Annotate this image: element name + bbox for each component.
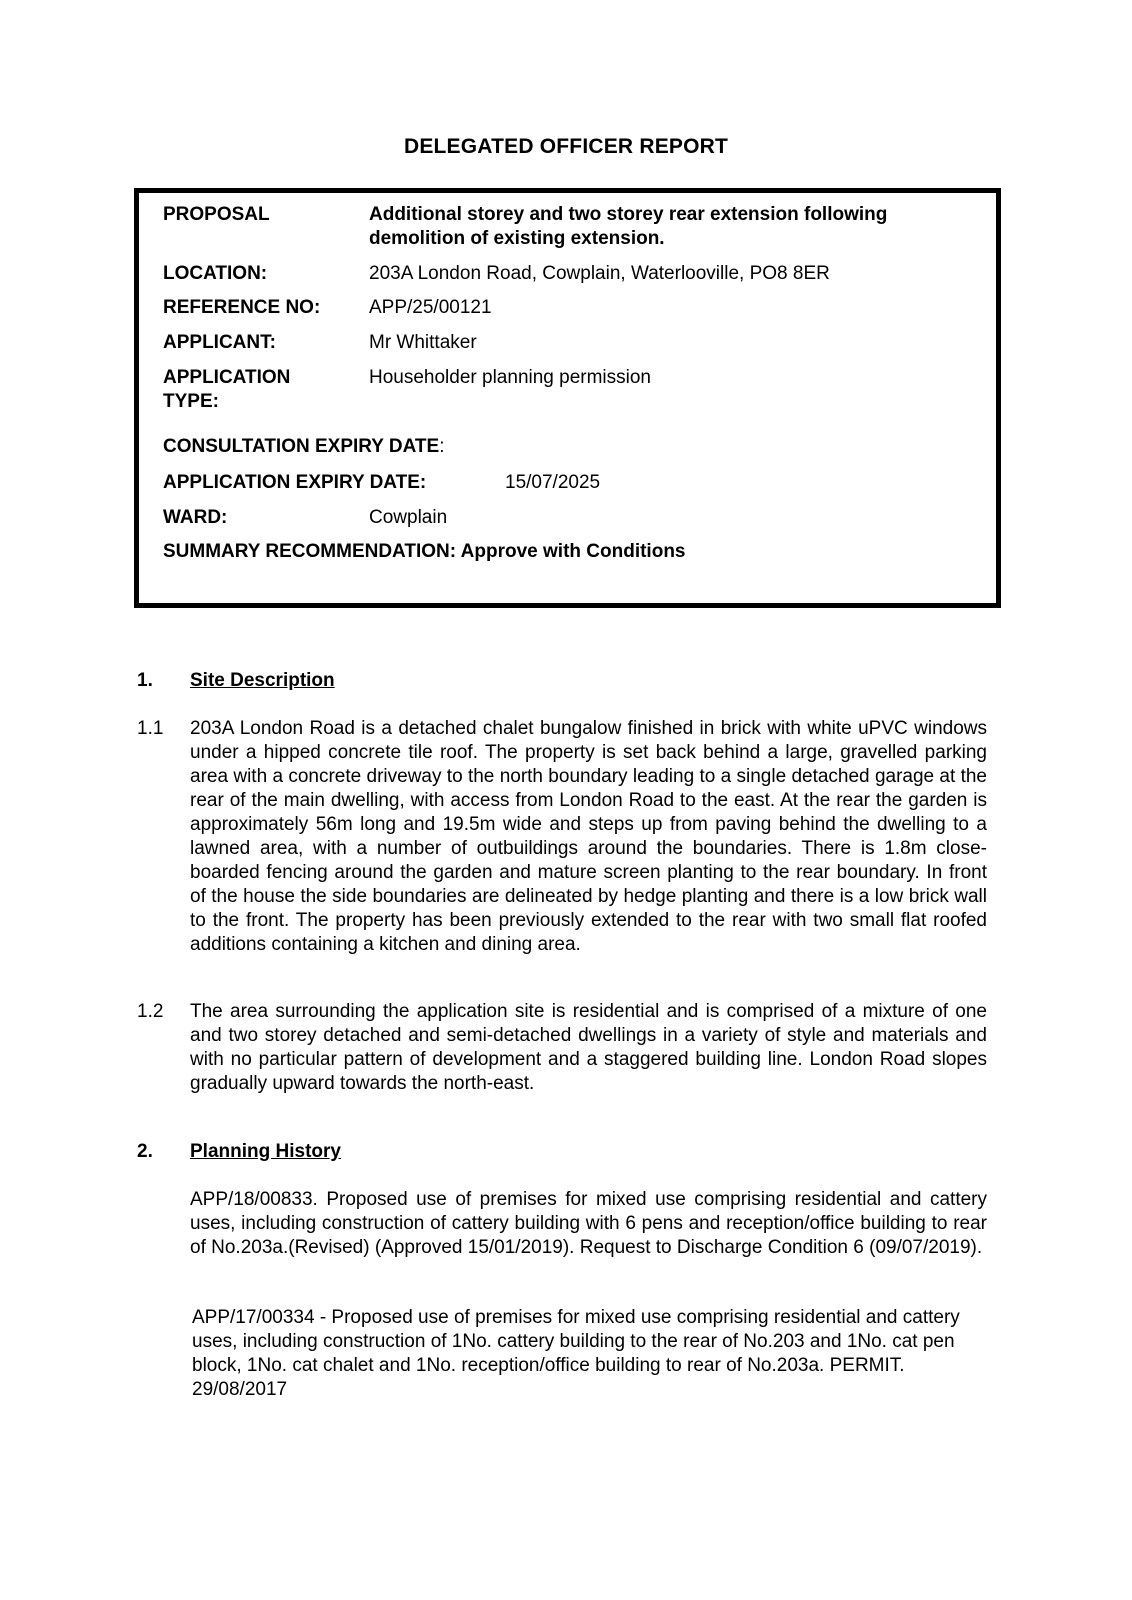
summary-recommendation-row xyxy=(163,540,686,564)
paragraph-1-2-text: The area surrounding the application site is residential and is comprised of a mixture of one and two storey detached and semi-detached dwellings in a variety of style and materials and with no particular pattern of development and a staggered building line. London Road slopes gradually upward towards the north-east. xyxy=(190,1001,987,1094)
ward-label: WARD: xyxy=(163,507,228,528)
applicant-label: APPLICANT: xyxy=(163,332,276,353)
section-1-title: Site Description xyxy=(190,670,335,691)
paragraph-1-2-number: 1.2 xyxy=(137,1001,164,1022)
applicant-value: Mr Whittaker xyxy=(369,332,477,353)
consultation-expiry-row xyxy=(163,435,445,459)
application-expiry-label: APPLICATION EXPIRY DATE: xyxy=(163,472,427,493)
planning-history-item-2: APP/17/00334 - Proposed use of premises for mixed use comprising residential and cattery uses, including construction of 1No. cattery building to the rear of No.203 and 1No. cat pen block, 1No. cat chalet and 1No. reception/office building to rear of No.203a. PERMIT. 29/08/2017 xyxy=(192,1307,960,1400)
application-type-value: Householder planning permission xyxy=(369,367,652,388)
summary-recommendation-value: Approve with Conditions xyxy=(460,541,686,562)
consultation-expiry-label: CONSULTATION EXPIRY DATE xyxy=(163,436,440,457)
section-2-number: 2. xyxy=(137,1141,153,1162)
location-label: LOCATION: xyxy=(163,263,268,284)
section-2-title: Planning History xyxy=(190,1141,341,1162)
page-title: DELEGATED OFFICER REPORT xyxy=(403,135,729,158)
planning-history-item-1: APP/18/00833. Proposed use of premises for mixed use comprising residential and cattery uses, including construction of cattery building with 6 pens and reception/office building to rear of No.203a.(Revised) (Approved 15/01/2019). Request to Discharge Condition 6 (09/07/2019). xyxy=(190,1189,987,1258)
proposal-label: PROPOSAL xyxy=(163,204,270,225)
summary-recommendation-label: SUMMARY RECOMMENDATION: xyxy=(163,541,457,562)
consultation-expiry-colon: : xyxy=(439,436,445,457)
reference-label: REFERENCE NO: xyxy=(163,297,321,318)
ward-value: Cowplain xyxy=(369,507,448,528)
section-1-number: 1. xyxy=(137,670,153,691)
application-expiry-value: 15/07/2025 xyxy=(505,472,601,493)
reference-value: APP/25/00121 xyxy=(369,297,492,318)
application-type-label: APPLICATION TYPE: xyxy=(163,367,291,412)
location-value: 203A London Road, Cowplain, Waterlooville, PO8 8ER xyxy=(369,263,830,284)
proposal-value: Additional storey and two storey rear extension following demolition of existing extension. xyxy=(369,204,888,249)
paragraph-1-1-text: 203A London Road is a detached chalet bungalow finished in brick with white uPVC windows under a hipped concrete tile roof. The property is set back behind a large, gravelled parking area with a concrete driveway to the north boundary leading to a single detached garage at the rear of the main dwelling, with access from London Road to the east. At the rear the garden is approximately 56m long and 19.5m wide and steps up from paving behind the dwelling to a lawned area, with a number of outbuildings around the boundaries. There is 1.8m close-boarded fencing around the garden and mature screen planting to the rear boundary. In front of the house the side boundaries are delineated by hedge planting and there is a low brick wall to the front. The property has been previously extended to the rear with two small flat roofed additions containing a kitchen and dining area. xyxy=(190,718,987,955)
paragraph-1-1-number: 1.1 xyxy=(137,718,164,739)
